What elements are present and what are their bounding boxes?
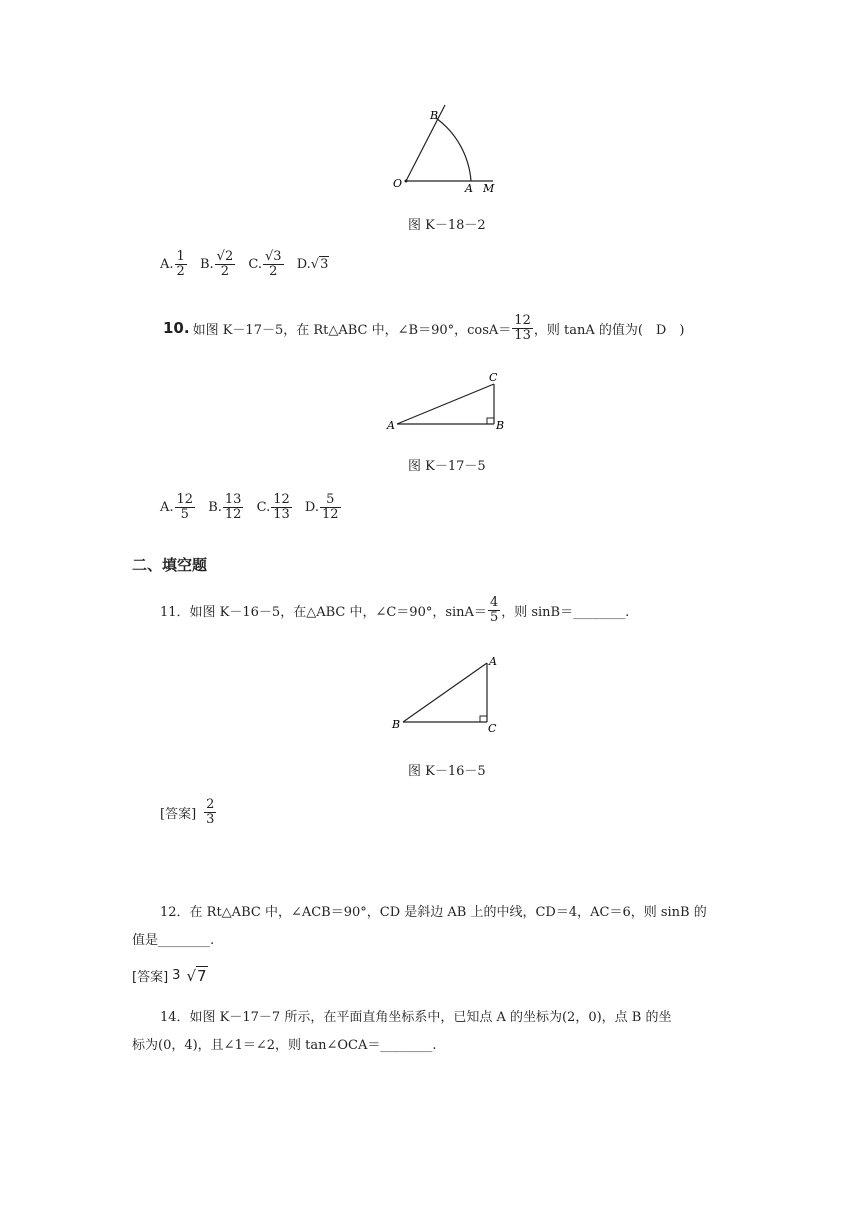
label-o: O	[393, 177, 403, 190]
fraction: $\frac{12}{13}$	[514, 313, 531, 343]
fraction: $\frac{√3}{2}$	[264, 249, 282, 279]
option-c: C. $\frac{12}{13}$	[256, 492, 290, 522]
fraction: $\frac{1}{2}$	[176, 249, 185, 279]
q10-options	[160, 493, 350, 521]
label-a: A	[489, 655, 497, 668]
fraction: $\frac{13}{12}$	[224, 492, 242, 522]
answer-12: [答案] 3 √ 7	[132, 966, 207, 985]
option-d: D. √ 3	[296, 256, 329, 273]
label-m: M	[483, 182, 495, 195]
figure-caption: 图 K－16－5	[408, 764, 486, 779]
fraction: $\frac{2}{3}$	[206, 797, 215, 827]
fraction: $\frac{5}{12}$	[322, 492, 339, 522]
answer-11	[160, 798, 217, 826]
figure-caption: 图 K－17－5	[408, 459, 486, 474]
option-d: D. $\frac{5}{12}$	[304, 492, 339, 522]
label-b: B	[392, 718, 401, 731]
point-o	[405, 180, 408, 183]
figure-k-18-2	[385, 100, 505, 195]
fraction: $\frac{12}{13}$	[273, 492, 290, 522]
sqrt: √ 3	[310, 256, 329, 273]
option-a: A. $\frac{12}{5}$	[160, 492, 194, 522]
right-angle-mark	[487, 418, 494, 424]
question-11: 11．如图 K－16－5，在△ABC 中，∠C＝90°，sinA＝ $\frac{4}{5}$ ，则 sinB＝________.	[160, 595, 630, 625]
label-a: A	[387, 419, 395, 432]
figure-k-16-5	[386, 652, 506, 736]
figure-k-17-5	[383, 368, 508, 434]
ray-ob	[406, 105, 445, 181]
fraction: $\frac{4}{5}$	[489, 595, 499, 625]
section-heading: 二、填空题	[132, 556, 208, 574]
side-ab	[403, 663, 487, 722]
question-14-line1: 14．如图 K－17－7 所示，在平面直角坐标系中，已知点 A 的坐标为(2，0)，点 B 的坐	[160, 1010, 672, 1025]
answer-label: [答案]	[160, 806, 197, 822]
label-b: B	[496, 419, 505, 432]
fraction: $\frac{√2}{2}$	[216, 249, 234, 279]
question-14-line2: 标为(0，4)，且∠1＝∠2，则 tan∠OCA＝________.	[132, 1038, 437, 1053]
q9-options	[160, 250, 337, 278]
answer-label: [答案]	[132, 970, 169, 985]
right-angle-mark	[480, 716, 487, 722]
question-number: 10.	[163, 319, 190, 338]
fraction: $\frac{12}{5}$	[176, 492, 194, 522]
figure-caption: 图 K－18－2	[408, 218, 486, 233]
sqrt: √ 7	[186, 966, 207, 985]
label-a: A	[465, 182, 473, 195]
label-c: C	[488, 722, 497, 735]
question-10: 10. 如图 K－17－5，在 Rt△ABC 中，∠B＝90°，cosA＝ $\frac{12}{13}$ ，则 tanA 的值为( D )	[163, 313, 685, 343]
option-b: B. $\frac{√2}{2}$	[199, 249, 234, 279]
label-c: C	[489, 371, 498, 384]
option-b: B. $\frac{13}{12}$	[208, 492, 242, 522]
side-ac	[397, 384, 494, 424]
label-b: B	[430, 109, 439, 122]
arc-ab	[436, 118, 471, 181]
question-12-line1: 12．在 Rt△ABC 中，∠ACB＝90°，CD 是斜边 AB 上的中线，CD＝4，AC＝6，则 sinB 的	[160, 905, 707, 920]
option-a: A. $\frac{1}{2}$	[160, 249, 185, 279]
question-12-line2: 值是________.	[132, 933, 215, 948]
option-c: C. $\frac{√3}{2}$	[248, 249, 282, 279]
